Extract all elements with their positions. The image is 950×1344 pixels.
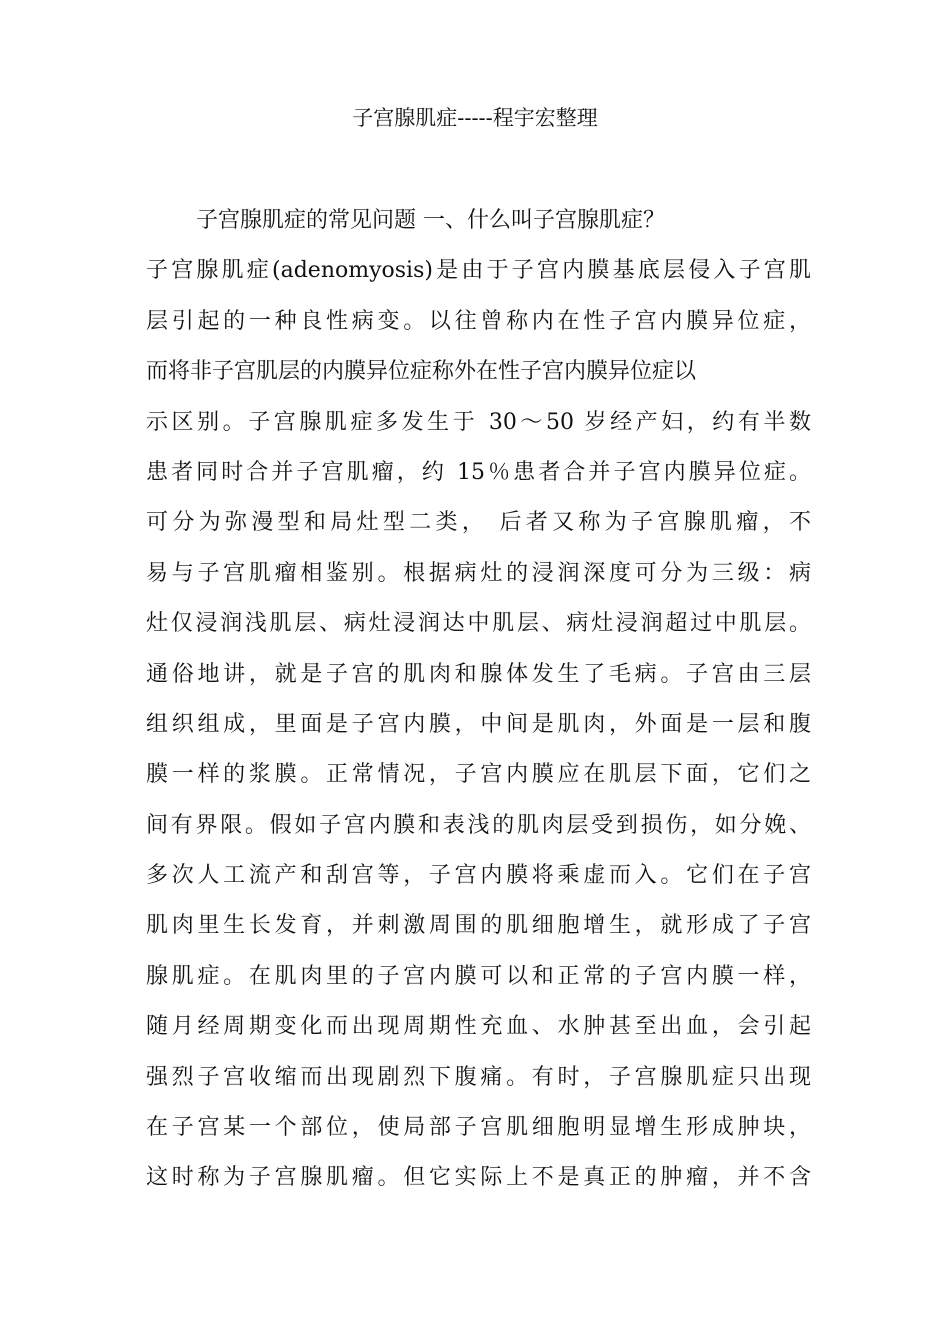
paragraph-line: 示区别。子宫腺肌症多发生于 30～50 岁经产妇，约有半数 (146, 409, 811, 435)
paragraph-line: 膜一样的浆膜。正常情况，子宫内膜应在肌层下面，它们之 (146, 762, 811, 788)
paragraph-line: 随月经周期变化而出现周期性充血、水肿甚至出血，会引起 (146, 1014, 811, 1040)
paragraph-line: 肌肉里生长发育，并刺激周围的肌细胞增生，就形成了子宫 (146, 913, 811, 939)
paragraph-line: 腺肌症。在肌肉里的子宫内膜可以和正常的子宫内膜一样， (146, 963, 811, 989)
paragraph-line: 在子宫某一个部位，使局部子宫肌细胞明显增生形成肿块， (146, 1115, 811, 1141)
document-body (146, 196, 811, 1204)
paragraph-line: 层引起的一种良性病变。以往曾称内在性子宫内膜异位症， (146, 308, 811, 334)
paragraph-line: 而将非子宫肌层的内膜异位症称外在性子宫内膜异位症以 (146, 359, 697, 385)
paragraph-line: 通俗地讲，就是子宫的肌肉和腺体发生了毛病。子宫由三层 (146, 661, 811, 687)
paragraph-line: 子宫腺肌症(adenomyosis)是由于子宫内膜基底层侵入子宫肌 (146, 258, 811, 284)
paragraph-line: 组织组成，里面是子宫内膜，中间是肌肉，外面是一层和腹 (146, 711, 811, 737)
paragraph-line: 强烈子宫收缩而出现剧烈下腹痛。有时，子宫腺肌症只出现 (146, 1064, 811, 1090)
paragraph-line: 灶仅浸润浅肌层、病灶浸润达中肌层、病灶浸润超过中肌层。 (146, 611, 811, 637)
paragraph-line: 可分为弥漫型和局灶型二类， 后者又称为子宫腺肌瘤，不 (146, 510, 811, 536)
paragraph-line: 这时称为子宫腺肌瘤。但它实际上不是真正的肿瘤，并不含 (146, 1165, 811, 1191)
paragraph-line: 多次人工流产和刮宫等，子宫内膜将乘虚而入。它们在子宫 (146, 863, 811, 889)
paragraph-line: 子宫腺肌症的常见问题 一、什么叫子宫腺肌症？ (196, 208, 665, 233)
paragraph-line: 患者同时合并子宫肌瘤，约 15％患者合并子宫内膜异位症。 (146, 459, 811, 485)
document-title: 子宫腺肌症-----程宇宏整理 (352, 106, 598, 130)
paragraph-line: 易与子宫肌瘤相鉴别。根据病灶的浸润深度可分为三级：病 (146, 560, 811, 586)
paragraph-line: 间有界限。假如子宫内膜和表浅的肌肉层受到损伤，如分娩、 (146, 812, 811, 838)
